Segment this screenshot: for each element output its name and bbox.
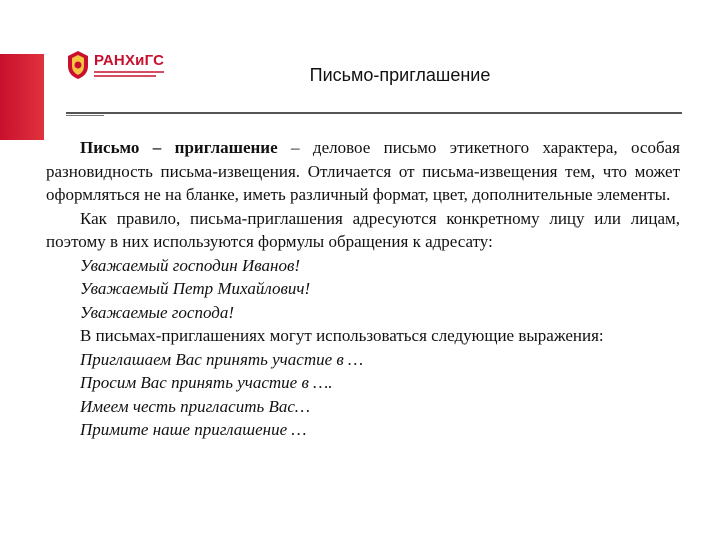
paragraph-definition: [46, 136, 680, 207]
greeting-example: Уважаемые господа!: [80, 302, 234, 322]
definition-text: – деловое письмо этикетного характера, особая разновидность письма-извещения. Отличается от письма-извещения тем, что может оформляться не на бланке, иметь различный формат, цвет, дополнительные элементы.: [46, 138, 680, 204]
expression-example: Приглашаем Вас принять участие в …: [80, 349, 364, 369]
greeting-example: Уважаемый Петр Михайлович!: [80, 279, 311, 298]
expression-example: Имеем честь пригласить Вас…: [80, 396, 311, 416]
logo-name: РАНХиГС: [94, 52, 165, 69]
divider-line: [66, 112, 682, 114]
page-title: Письмо-приглашение: [309, 65, 491, 85]
paragraph-addressing: Как правило, письма-приглашения адресуются конкретному лицу или лицам, поэтому в них используются формулы обращения к адресату:: [46, 208, 680, 251]
divider-accent: [66, 115, 104, 116]
term-bold: Письмо – приглашение: [80, 138, 278, 157]
greeting-example: Уважаемый господин Иванов!: [80, 255, 300, 275]
paragraph-expressions: В письмах-приглашениях могут использоваться следующие выражения:: [80, 326, 604, 345]
expression-example: Примите наше приглашение …: [80, 420, 307, 439]
expression-example: Просим Вас принять участие в ….: [80, 373, 333, 392]
document-body: [46, 136, 680, 442]
